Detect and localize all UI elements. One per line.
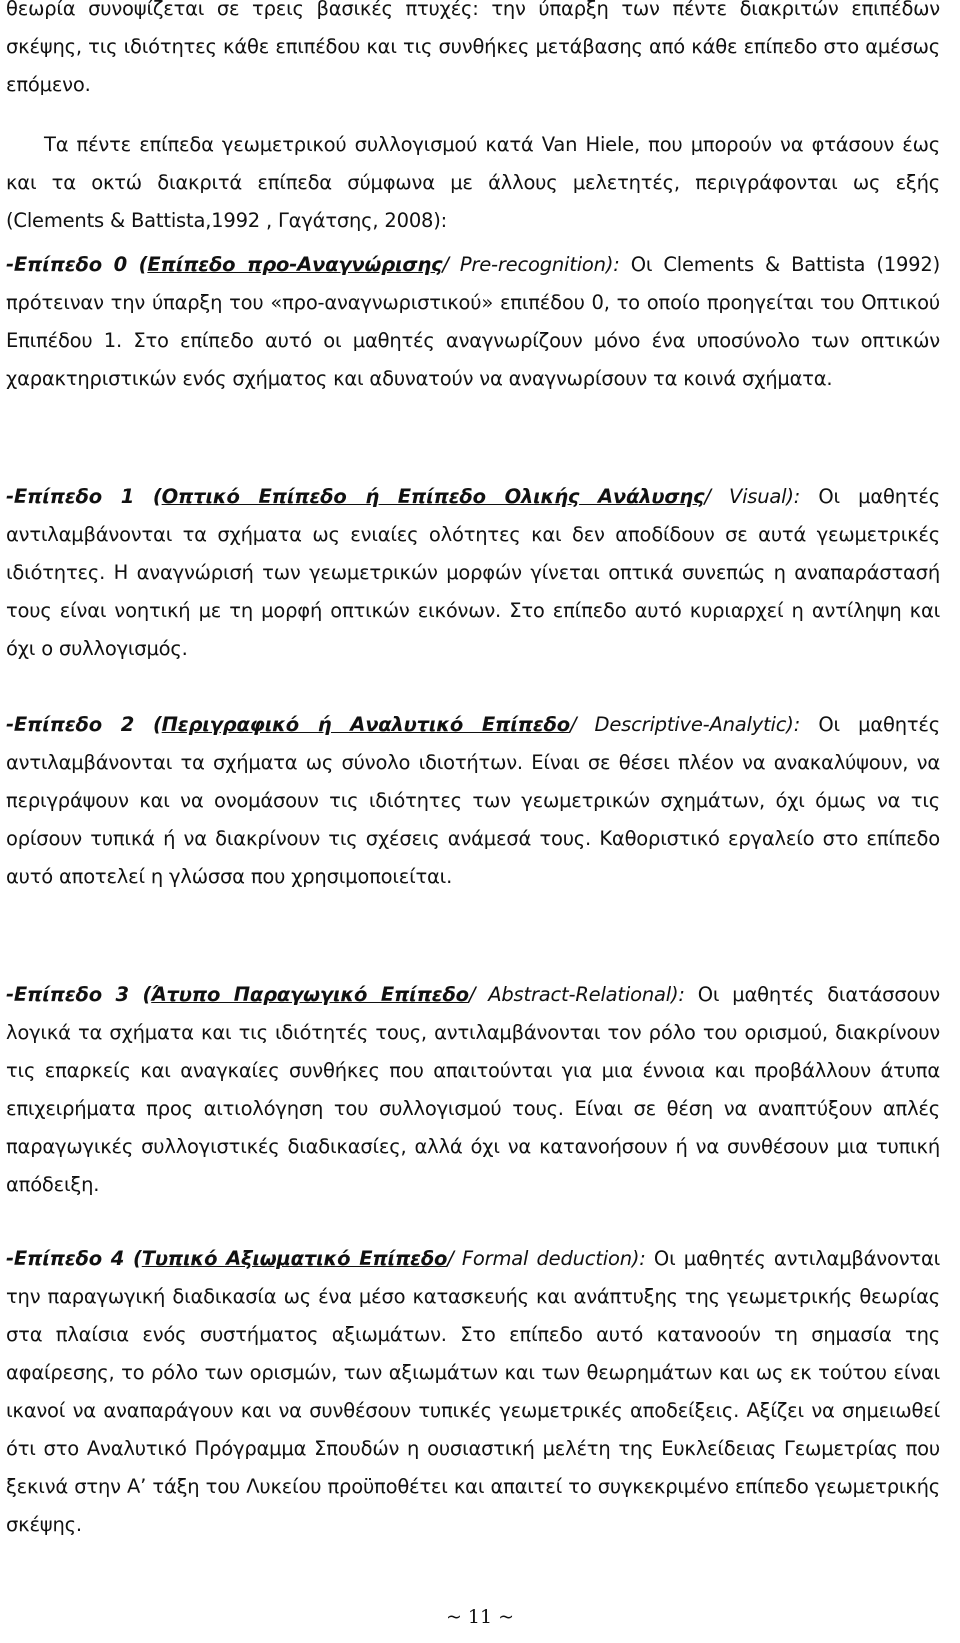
level-3-english: / Abstract-Relational):: [468, 983, 685, 1006]
level-2-prefix: -Επίπεδο 2 (: [6, 713, 162, 736]
levels-intro-paragraph: Τα πέντε επίπεδα γεωμετρικού συλλογισμού κατά Van Hiele, που μπορούν να φτάσουν έως και τα οκτώ διακριτά επίπεδα σύμφωνα με άλλους μελετητές, περιγράφονται ως εξής (Clements & Battista,1992 , Γαγάτσης, 2008):: [6, 133, 940, 232]
level-1-name: Οπτικό Επίπεδο ή Επίπεδο Ολικής Ανάλυσης: [161, 485, 705, 508]
level-2-name: Περιγραφικό ή Αναλυτικό Επίπεδο: [161, 713, 570, 736]
level-2-body: Οι μαθητές αντιλαμβάνονται τα σχήματα ως σύνολο ιδιοτήτων. Είναι σε θέσει πλέον να ανακαλύψουν, να περιγράψουν και να ονομάσουν τις ιδιότητες των γεωμετρικών σχημάτων, όχι όμως να τις ορίσουν τυπικά ή να διακρίνουν τις σχέσεις ανάμεσά τους. Καθοριστικό εργαλείο στο επίπεδο αυτό αποτελεί η γλώσσα που χρησιμοποιείται.: [6, 713, 940, 888]
level-3-prefix: -Επίπεδο 3 (: [6, 983, 152, 1006]
level-0-prefix: -Επίπεδο 0 (: [6, 253, 148, 276]
level-0-paragraph: [6, 246, 940, 398]
level-0-name: Επίπεδο προ-Αναγνώρισης: [147, 253, 443, 276]
level-4-paragraph: [6, 1240, 940, 1544]
level-0-english: / Pre-recognition):: [442, 253, 620, 276]
level-2-paragraph: [6, 706, 940, 896]
level-4-english: / Formal deduction):: [447, 1247, 646, 1270]
level-4-prefix: -Επίπεδο 4 (: [6, 1247, 142, 1270]
level-1-english: / Visual):: [704, 485, 801, 508]
intro-paragraph: θεωρία συνοψίζεται σε τρεις βασικές πτυχές: την ύπαρξη των πέντε διακριτών επιπέδων σκέψης, τις ιδιότητες κάθε επιπέδου και τις συνθήκες μετάβασης από κάθε επίπεδο στο αμέσως επόμενο.: [6, 0, 940, 96]
level-3-name: Άτυπο Παραγωγικό Επίπεδο: [151, 983, 469, 1006]
level-1-body: Οι μαθητές αντιλαμβάνονται τα σχήματα ως ενιαίες ολότητες και δεν αποδίδουν σε αυτά γεωμετρικές ιδιότητες. Η αναγνώρισή των γεωμετρικών μορφών γίνεται οπτικά συνεπώς η αναπαράστασή τους είναι νοητική με τη μορφή οπτικών εικόνων. Στο επίπεδο αυτό κυριαρχεί η αντίληψη και όχι ο συλλογισμός.: [6, 485, 941, 660]
level-3-body: Οι μαθητές διατάσσουν λογικά τα σχήματα και τις ιδιότητές τους, αντιλαμβάνονται τον ρόλο του ορισμού, διακρίνουν τις επαρκείς και αναγκαίες συνθήκες που απαιτούνται για μια έννοια και προβάλλουν άτυπα επιχειρήματα προς αιτιολόγηση του συλλογισμού τους. Είναι σε θέση να αναπτύξουν απλές παραγωγικές συλλογιστικές διαδικασίες, αλλά όχι να κατανοήσουν ή να συνθέσουν μια τυπική απόδειξη.: [6, 983, 940, 1196]
page-number: ~ 11 ~: [445, 1606, 515, 1628]
level-1-prefix: -Επίπεδο 1 (: [6, 485, 162, 508]
level-2-english: / Descriptive-Analytic):: [569, 713, 801, 736]
level-4-body: Οι μαθητές αντιλαμβάνονται την παραγωγική διαδικασία ως ένα μέσο κατασκευής και ανάπτυξης της γεωμετρικής θεωρίας στα πλαίσια ενός συστήματος αξιωμάτων. Στο επίπεδο αυτό κατανοούν τη σημασία της αφαίρεσης, το ρόλο των ορισμών, των αξιωμάτων και των θεωρημάτων και ως εκ τούτου είναι ικανοί να αναπαράγουν και να συνθέσουν τυπικές γεωμετρικές αποδείξεις. Αξίζει να σημειωθεί ότι στο Αναλυτικό Πρόγραμμα Σπουδών η ουσιαστική μελέτη της Ευκλείδειας Γεωμετρίας που ξεκινά στην Α’ τάξη του Λυκείου προϋποθέτει και απαιτεί το συγκεκριμένο επίπεδο γεωμετρικής σκέψης.: [6, 1247, 941, 1536]
level-4-name: Τυπικό Αξιωματικό Επίπεδο: [141, 1247, 448, 1270]
level-3-paragraph: [6, 976, 940, 1204]
level-0-body: Οι Clements & Battista (1992) πρότειναν την ύπαρξη του «προ-αναγνωριστικού» επιπέδου 0, το οποίο προηγείται του Οπτικού Επιπέδου 1. Στο επίπεδο αυτό οι μαθητές αναγνωρίζουν μόνο ένα υποσύνολο των οπτικών χαρακτηριστικών ενός σχήματος και αδυνατούν να αναγνωρίσουν τα κοινά σχήματα.: [6, 253, 940, 390]
level-1-paragraph: [6, 478, 940, 668]
